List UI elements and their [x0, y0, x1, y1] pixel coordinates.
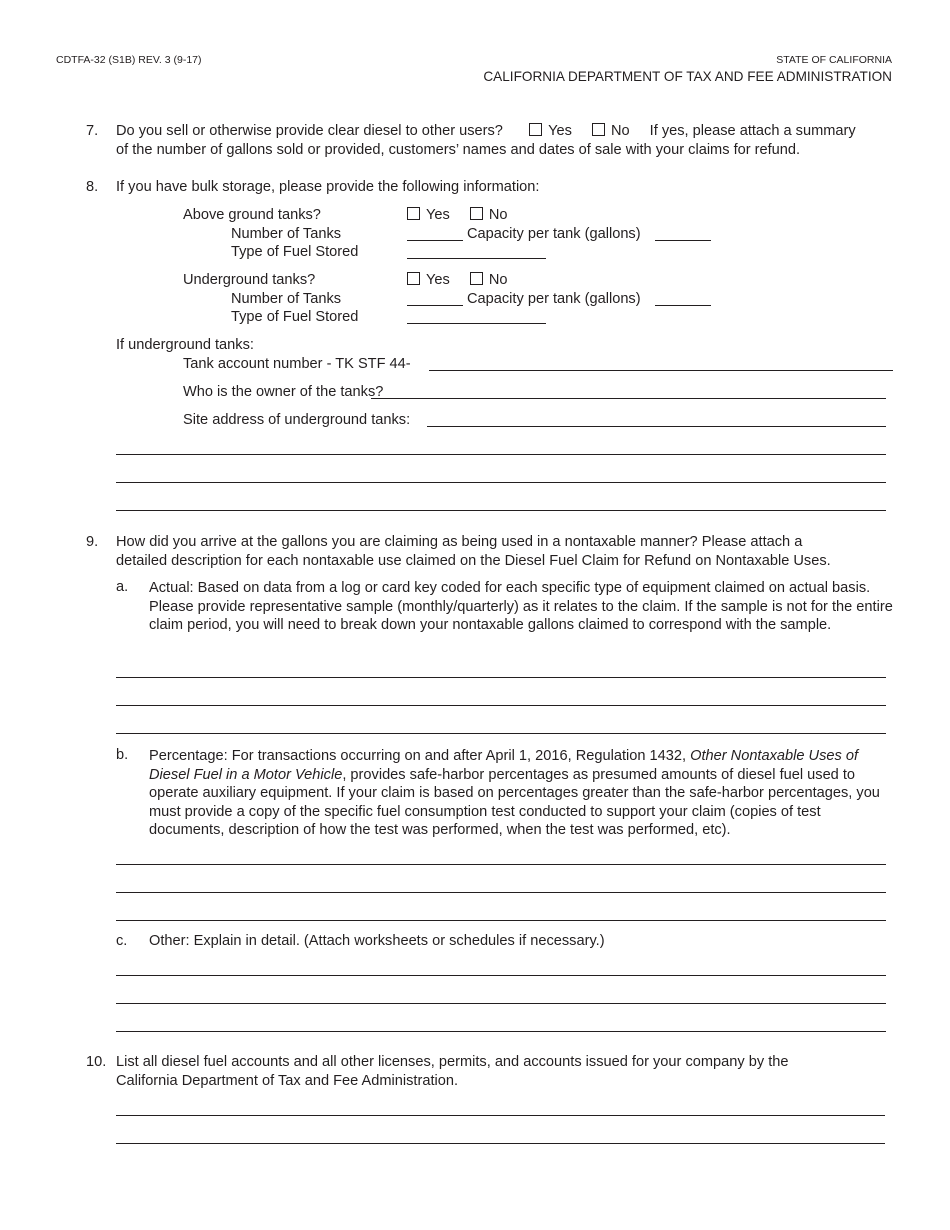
q9b-answer-line-2[interactable] — [116, 892, 886, 893]
q7-no-checkbox[interactable] — [592, 123, 605, 136]
q9a-label: a. — [116, 579, 129, 595]
form-id: CDTFA-32 (S1B) REV. 3 (9-17) — [56, 54, 202, 66]
q9c-label: c. — [116, 933, 128, 949]
tank-owner-field[interactable] — [371, 398, 886, 399]
above-yes-label: Yes — [426, 207, 450, 223]
above-yes-checkbox[interactable] — [407, 207, 420, 220]
q9c-answer-line-3[interactable] — [116, 1031, 886, 1032]
q9b-text-post: , provides safe-harbor percentages as presumed amounts of diesel fuel used to operate auxiliary equipment. If your claim is based on percentages greater than the safe-harbor percentages, you must provide a copy of the specific fuel consumption test conducted to support your claim (copies of test documents, description of how the test was performed, when the test was performed, etc). — [149, 766, 880, 839]
q9c-answer-line-1[interactable] — [116, 975, 886, 976]
q10-answer-line-2[interactable] — [116, 1143, 885, 1144]
underground-fuel-type-label: Type of Fuel Stored — [231, 309, 359, 325]
underground-capacity-field[interactable] — [655, 305, 711, 306]
q7-followup: If yes, please attach a summary — [649, 123, 856, 139]
underground-no-checkbox[interactable] — [470, 272, 483, 285]
above-fuel-type-field[interactable] — [407, 258, 546, 259]
tank-account-label: Tank account number - TK STF 44- — [183, 356, 411, 372]
q10-line2: California Department of Tax and Fee Administration. — [116, 1073, 459, 1089]
q10-number: 10. — [86, 1054, 107, 1070]
q9a-answer-line-1[interactable] — [116, 677, 886, 678]
q7-yes-checkbox[interactable] — [529, 123, 542, 136]
q9b-label: b. — [116, 747, 129, 763]
q7-question — [116, 123, 856, 139]
q9b-text — [149, 747, 894, 840]
q9a-text: Actual: Based on data from a log or card key coded for each specific type of equipment claimed on actual basis. Please provide representative sample (monthly/quarterly) as it relates to the claim. If the sample is not for the entire claim period, you will need to break down your nontaxable gallons claimed to correspond with the sample. — [149, 580, 893, 634]
q7-no-label: No — [610, 123, 630, 139]
above-no-checkbox[interactable] — [470, 207, 483, 220]
q7-question-text: Do you sell or otherwise provide clear diesel to other users? — [116, 123, 503, 139]
q8-question: If you have bulk storage, please provide the following information: — [116, 179, 540, 195]
underground-num-tanks-label: Number of Tanks — [231, 291, 342, 307]
site-address-line-2[interactable] — [116, 454, 886, 455]
above-capacity-label: Capacity per tank (gallons) — [467, 226, 641, 242]
underground-capacity-label: Capacity per tank (gallons) — [467, 291, 641, 307]
above-num-tanks-field[interactable] — [407, 240, 463, 241]
agency-title: CALIFORNIA DEPARTMENT OF TAX AND FEE ADMINISTRATION — [483, 69, 892, 84]
if-underground-label: If underground tanks: — [116, 337, 254, 353]
site-address-label: Site address of underground tanks: — [183, 412, 411, 428]
underground-label: Underground tanks? — [183, 272, 316, 288]
q9c-answer-line-2[interactable] — [116, 1003, 886, 1004]
q9a-answer-line-3[interactable] — [116, 733, 886, 734]
underground-no-label: No — [488, 272, 508, 288]
q9-line1: How did you arrive at the gallons you are claiming as being used in a nontaxable manner? Please attach a — [116, 534, 803, 550]
q9c-text: Other: Explain in detail. (Attach worksheets or schedules if necessary.) — [149, 933, 605, 949]
q8-number: 8. — [86, 179, 99, 195]
q9b-answer-line-3[interactable] — [116, 920, 886, 921]
q9b-answer-line-1[interactable] — [116, 864, 886, 865]
above-ground-options — [407, 207, 508, 223]
q7-line2: of the number of gallons sold or provided, customers’ names and dates of sale with your claims for refund. — [116, 142, 801, 158]
above-no-label: No — [488, 207, 508, 223]
above-ground-label: Above ground tanks? — [183, 207, 321, 223]
q10-line1: List all diesel fuel accounts and all other licenses, permits, and accounts issued for your company by the — [116, 1054, 789, 1070]
above-capacity-field[interactable] — [655, 240, 711, 241]
above-num-tanks-label: Number of Tanks — [231, 226, 342, 242]
state-label: STATE OF CALIFORNIA — [776, 54, 892, 66]
q7-yes-label: Yes — [548, 123, 572, 139]
q9a-answer-line-2[interactable] — [116, 705, 886, 706]
q7-number: 7. — [86, 123, 99, 139]
underground-options — [407, 272, 508, 288]
site-address-field[interactable] — [427, 426, 886, 427]
q9b-regulation-title: Other Nontaxable Uses of Diesel Fuel in a Motor Vehicle — [149, 748, 859, 783]
above-fuel-type-label: Type of Fuel Stored — [231, 244, 359, 260]
underground-yes-label: Yes — [426, 272, 450, 288]
underground-yes-checkbox[interactable] — [407, 272, 420, 285]
site-address-line-4[interactable] — [116, 510, 886, 511]
underground-num-tanks-field[interactable] — [407, 305, 463, 306]
tank-account-field[interactable] — [429, 370, 893, 371]
q9-number: 9. — [86, 534, 99, 550]
q9b-text-pre: Percentage: For transactions occurring on and after April 1, 2016, Regulation 1432, — [149, 748, 691, 764]
q10-answer-line-1[interactable] — [116, 1115, 885, 1116]
site-address-line-3[interactable] — [116, 482, 886, 483]
underground-fuel-type-field[interactable] — [407, 323, 546, 324]
tank-owner-label: Who is the owner of the tanks? — [183, 384, 384, 400]
q9-line2: detailed description for each nontaxable use claimed on the Diesel Fuel Claim for Refund on Nontaxable Uses. — [116, 553, 831, 569]
